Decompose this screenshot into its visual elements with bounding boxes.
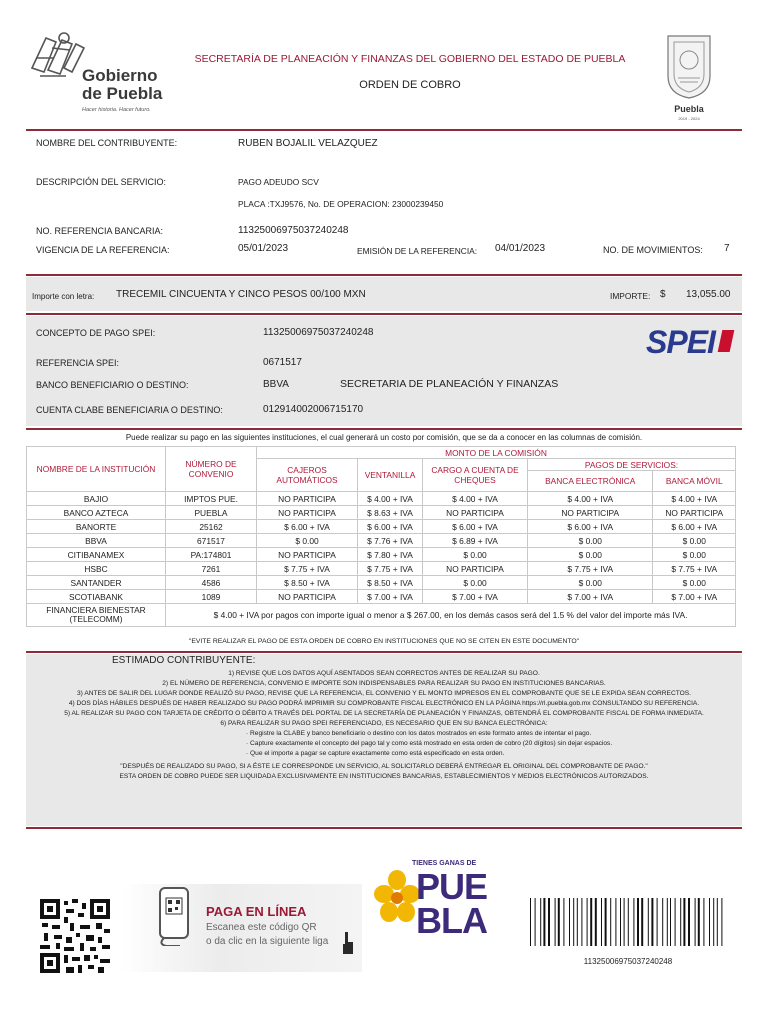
reference-validity-label: VIGENCIA DE LA REFERENCIA: [36,245,170,255]
cell-agreement: PUEBLA [166,506,257,520]
cell-agreement: PA:174801 [166,548,257,562]
note-bullet-3: · Que el importe a pagar se capture exactamente como está especificado en esta orden. [246,750,505,757]
page-title: SECRETARÍA DE PLANEACIÓN Y FINANZAS DEL GOBIERNO DEL ESTADO DE PUEBLA [194,53,626,65]
table-row [27,520,736,534]
cell-ebank: $ 0.00 [528,548,653,562]
note-1: 1) REVISE QUE LOS DATOS AQUÍ ASENTADOS SEAN CORRECTOS ANTES DE REALIZAR SU PAGO. [228,670,540,677]
amount-total: 13,055.00 [686,289,731,300]
note-4: 4) DOS DÍAS HÁBILES DESPUÉS DE HABER REALIZADO SU PAGO PODRÁ IMPRIMIR SU COMPROBANTE FISCAL ELECTRÓNICO EN LA PÁGINA https://rl.puebla.gob.mx CONSULTANDO SU REFERENCIA. [68,700,700,707]
divider [26,428,742,430]
col-mobile: BANCA MÓVIL [653,471,736,492]
cell-atm: $ 6.00 + IVA [257,520,358,534]
cell-agreement: 7261 [166,562,257,576]
cell-window: $ 8.50 + IVA [358,576,423,590]
page-subtitle: ORDEN DE COBRO [359,79,461,91]
cell-atm: $ 7.75 + IVA [257,562,358,576]
col-window: VENTANILLA [358,459,423,492]
cell-institution: BAJIO [27,492,166,506]
bienestar-name: FINANCIERA BIENESTAR (TELECOMM) [27,604,166,627]
table-row [27,576,736,590]
note-6: 6) PARA REALIZAR SU PAGO SPEI REFERENCIADO, ES NECESARIO QUE EN SU BANCA ELECTRÓNICA: [220,720,548,727]
reference-validity: 05/01/2023 [238,243,289,254]
col-checks: CARGO A CUENTA DE CHEQUES [423,459,528,492]
cell-agreement: 671517 [166,534,257,548]
cell-mobile: $ 6.00 + IVA [653,520,736,534]
cell-checks: $ 0.00 [423,576,528,590]
cell-institution: BANCO AZTECA [27,506,166,520]
col-amount-group: MONTO DE LA COMISIÓN [257,447,736,459]
cell-checks: $ 0.00 [423,548,528,562]
note-3: 3) ANTES DE SALIR DEL LUGAR DONDE REALIZÓ SU PAGO, REVISE QUE LA REFERENCIA, EL CONVENIO Y EL MONTO IMPRESOS EN EL COMPROBANTE QUE SE LE EXPIDA SEAN CORRECTOS. [77,690,691,697]
col-agreement: NÚMERO DE CONVENIO [166,447,257,492]
currency-symbol: $ [660,289,666,300]
cell-window: $ 7.76 + IVA [358,534,423,548]
campaign-pue: PUE [416,866,488,907]
divider [26,129,742,131]
cell-agreement: 25162 [166,520,257,534]
col-atm: CAJEROS AUTOMÁTICOS [257,459,358,492]
cell-mobile: $ 0.00 [653,534,736,548]
cell-institution: HSBC [27,562,166,576]
seal-label: Puebla [674,104,704,114]
cell-atm: NO PARTICIPA [257,590,358,604]
cell-mobile: $ 7.75 + IVA [653,562,736,576]
spei-concept: 11325006975037240248 [263,327,374,338]
service-description-label: DESCRIPCIÓN DEL SERVICIO: [36,177,167,187]
commission-intro: Puede realizar su pago en las siguientes instituciones, el cual generará un costo por comisión, que se da a conocer en las columnas de comisión. [125,433,643,442]
state-seal [664,32,716,124]
logo-line2: de Puebla [82,84,163,103]
cell-institution: BANORTE [27,520,166,534]
pay-online-line2: o da clic en la siguiente liga [206,936,329,947]
campaign-logo [372,858,498,948]
cell-checks: NO PARTICIPA [423,562,528,576]
taxpayer-name: RUBEN BOJALIL VELAZQUEZ [238,138,378,149]
note-bullet-2: · Capture exactamente el concepto del pago tal y como está mostrado en esta orden de cobro (20 dígitos) sin dejar espacios. [246,740,613,747]
cell-atm: NO PARTICIPA [257,492,358,506]
cell-atm: $ 0.00 [257,534,358,548]
clabe-label: CUENTA CLABE BENEFICIARIA O DESTINO: [36,405,223,415]
campaign-bla: BLA [416,900,487,941]
col-ebank: BANCA ELECTRÓNICA [528,471,653,492]
cell-institution: CITIBANAMEX [27,548,166,562]
table-row [27,604,736,627]
table-row [27,590,736,604]
cell-agreement: IMPTOS PUE. [166,492,257,506]
pointer-hand-icon [340,930,356,956]
spei-logo-accent [718,330,735,352]
note-5: 5) AL REALIZAR SU PAGO CON TARJETA DE CRÉDITO O DÉBITO A TRAVÉS DEL PORTAL DE LA SECRETARÍA DE PLANEACIÓN Y FINANZAS, OBTENDRÁ EL COMPROBANTE FISCAL DE FORMA INMEDIATA. [64,710,704,717]
cell-mobile: $ 7.00 + IVA [653,590,736,604]
bienestar-terms: $ 4.00 + IVA por pagos con importe igual o menor a $ 267.00, en los demás casos será del 1.5 % del valor del importe más IVA. [166,604,736,627]
table-row [27,506,736,520]
divider [26,313,742,315]
clabe-account: 012914002006715170 [263,404,364,415]
emission-label: EMISIÓN DE LA REFERENCIA: [357,246,478,256]
cell-window: $ 7.75 + IVA [358,562,423,576]
campaign-top: TIENES GANAS DE [412,860,477,867]
cell-ebank: $ 7.75 + IVA [528,562,653,576]
table-row [27,548,736,562]
cell-ebank: $ 0.00 [528,576,653,590]
amount-label: IMPORTE: [610,291,651,301]
note-2: 2) EL NÚMERO DE REFERENCIA, CONVENIO E IMPORTE SON INDISPENSABLES PARA REALIZAR SU PAGO EN INSTITUCIONES BANCARIAS. [162,680,606,687]
cell-mobile: $ 0.00 [653,548,736,562]
amount-letter-label: Importe con letra: [32,292,95,301]
divider [26,827,742,829]
cell-agreement: 4586 [166,576,257,590]
cell-institution: BBVA [27,534,166,548]
notes-list [26,669,742,782]
col-institution: NOMBRE DE LA INSTITUCIÓN [27,447,166,492]
col-services-group: PAGOS DE SERVICIOS: [528,459,736,471]
phone-qr-icon [156,886,196,946]
cell-ebank: $ 0.00 [528,534,653,548]
table-row [27,534,736,548]
divider [26,651,742,653]
warning-note: "EVITE REALIZAR EL PAGO DE ESTA ORDEN DE COBRO EN INSTITUCIONES QUE NO SE CITEN EN ESTE DOCUMENTO" [188,638,580,645]
cell-ebank: $ 6.00 + IVA [528,520,653,534]
cell-ebank: NO PARTICIPA [528,506,653,520]
closing-note-1: "DESPUÉS DE REALIZADO SU PAGO, SI A ÉSTE LE CORRESPONDE UN SERVICIO, AL SOLICITARLO DEBERÁ ENTREGAR EL ORIGINAL DEL COMPROBANTE DE PAGO." [120,763,648,770]
cell-window: $ 6.00 + IVA [358,520,423,534]
barcode [528,898,728,946]
puebla-emblem-icon [26,28,90,86]
cell-checks: NO PARTICIPA [423,506,528,520]
cell-atm: NO PARTICIPA [257,506,358,520]
spei-logo-text: SPEI [646,324,715,360]
beneficiary-bank: BBVA [263,379,289,390]
bank-reference-label: NO. REFERENCIA BANCARIA: [36,226,164,236]
cell-ebank: $ 7.00 + IVA [528,590,653,604]
spei-logo [646,324,738,360]
table-row [27,492,736,506]
cell-checks: $ 6.89 + IVA [423,534,528,548]
spei-reference: 0671517 [263,357,302,368]
coat-of-arms-icon [664,32,714,100]
spei-concept-label: CONCEPTO DE PAGO SPEI: [36,328,156,338]
spei-reference-label: REFERENCIA SPEI: [36,358,120,368]
cell-checks: $ 6.00 + IVA [423,520,528,534]
cell-ebank: $ 4.00 + IVA [528,492,653,506]
movements-count: 7 [724,243,730,254]
note-bullet-1: · Registre la CLABE y banco beneficiario o destino con los datos mostrados en este formato antes de intentar el pago. [246,730,592,737]
logo-tagline: Hacer historia. Hacer futuro. [82,107,151,113]
divider [26,274,742,276]
gobierno-logo [26,28,176,124]
beneficiary-bank-label: BANCO BENEFICIARIO O DESTINO: [36,380,189,390]
cell-agreement: 1089 [166,590,257,604]
cell-mobile: $ 4.00 + IVA [653,492,736,506]
commission-table [26,446,736,627]
seal-years: 2019 - 2024 [678,116,700,121]
movements-label: NO. DE MOVIMIENTOS: [603,245,703,255]
pay-online-banner[interactable] [122,884,362,972]
barcode-number: 11325006975037240248 [583,957,673,966]
cell-window: $ 4.00 + IVA [358,492,423,506]
qr-code-icon[interactable] [40,899,110,973]
pay-online-title: PAGA EN LÍNEA [206,904,307,919]
cell-mobile: NO PARTICIPA [653,506,736,520]
service-detail: PLACA :TXJ9576, No. DE OPERACION: 23000239450 [238,199,444,209]
bank-reference: 11325006975037240248 [238,225,349,236]
beneficiary-name: SECRETARIA DE PLANEACIÓN Y FINANZAS [340,378,559,390]
cell-window: $ 7.80 + IVA [358,548,423,562]
cell-mobile: $ 0.00 [653,576,736,590]
cell-atm: NO PARTICIPA [257,548,358,562]
cell-checks: $ 7.00 + IVA [423,590,528,604]
amount-in-words: TRECEMIL CINCUENTA Y CINCO PESOS 00/100 MXN [116,289,366,300]
service-description: PAGO ADEUDO SCV [238,177,319,187]
pay-online-line1: Escanea este código QR [206,922,317,933]
closing-note-2: ESTA ORDEN DE COBRO PUEDE SER LIQUIDADA EXCLUSIVAMENTE EN INSTITUCIONES BANCARIAS, ESTABLECIMIENTOS Y MEDIOS ELECTRÓNICOS AUTORIZADOS. [119,773,649,780]
taxpayer-name-label: NOMBRE DEL CONTRIBUYENTE: [36,138,178,148]
cell-institution: SANTANDER [27,576,166,590]
cell-atm: $ 8.50 + IVA [257,576,358,590]
logo-line1: Gobierno [82,66,158,85]
table-row [27,562,736,576]
cell-window: $ 8.63 + IVA [358,506,423,520]
cell-institution: SCOTIABANK [27,590,166,604]
notes-heading: ESTIMADO CONTRIBUYENTE: [112,655,256,666]
flower-icon [374,870,420,930]
cell-checks: $ 4.00 + IVA [423,492,528,506]
cell-window: $ 7.00 + IVA [358,590,423,604]
emission-date: 04/01/2023 [495,243,546,254]
